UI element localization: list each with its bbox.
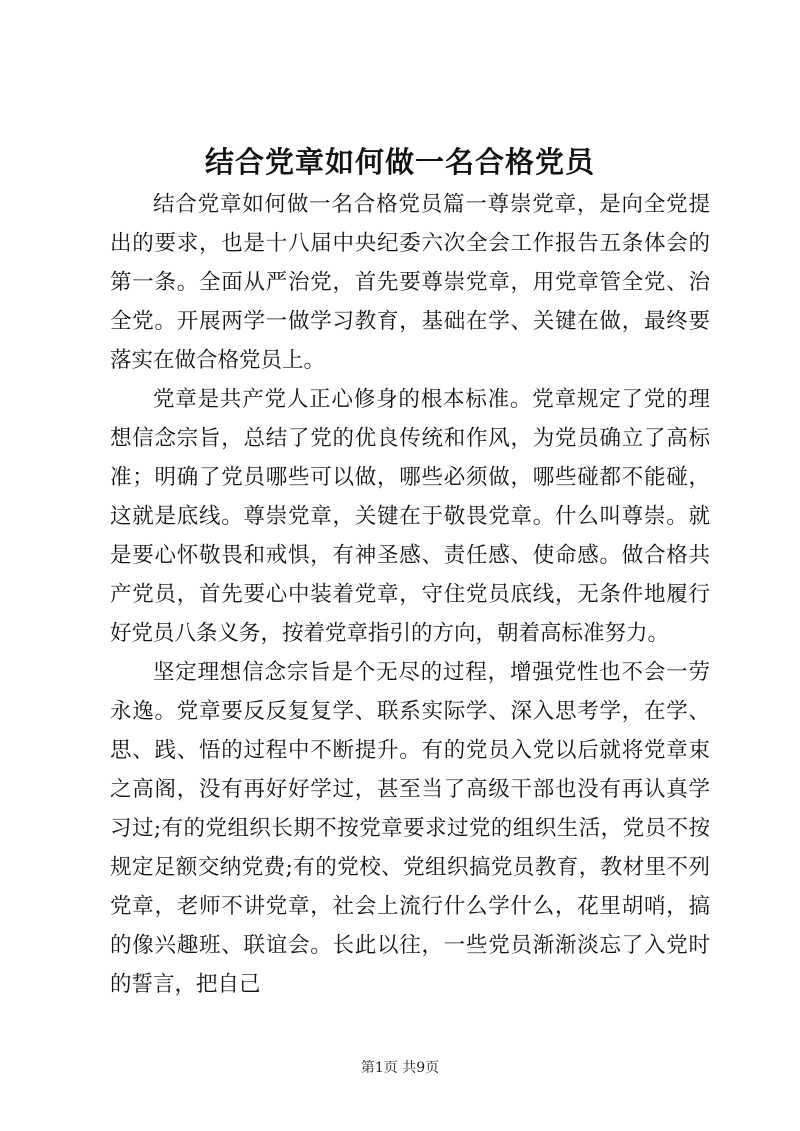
paragraph: 坚定理想信念宗旨是个无尽的过程，增强党性也不会一劳永逸。党章要反反复复学、联系实际学、深入思考学，在学、思、践、悟的过程中不断提升。有的党员入党以后就将党章束之高阁，没有再好好学过，甚至当了高级干部也没有再认真学习过;有的党组织长期不按党章要求过党的组织生活，党员不按规定足额交纳党费;有的党校、党组织搞党员教育，教材里不列党章，老师不讲党章，社会上流行什么学什么，花里胡哨，搞的像兴趣班、联谊会。长此以往，一些党员渐渐淡忘了入党时的誓言，把自己 <box>110 660 710 997</box>
document-title: 结合党章如何做一名合格党员 <box>204 145 595 179</box>
page-footer: 第1页 共9页 <box>360 1060 440 1076</box>
paragraph: 党章是共产党人正心修身的根本标准。党章规定了党的理想信念宗旨，总结了党的优良传统和作风，为党员确立了高标准；明确了党员哪些可以做，哪些必须做，哪些碰都不能碰，这就是底线。尊崇党章，关键在于敬畏党章。什么叫尊崇。就是要心怀敬畏和戒惧，有神圣感、责任感、使命感。做合格共产党员，首先要心中装着党章，守住党员底线，无条件地履行好党员八条义务，按着党章指引的方向，朝着高标准努力。 <box>110 387 710 646</box>
paragraph: 结合党章如何做一名合格党员篇一尊崇党章，是向全党提出的要求，也是十八届中央纪委六次全会工作报告五条体会的第一条。全面从严治党，首先要尊崇党章，用党章管全党、治全党。开展两学一做学习教育，基础在学、关键在做，最终要落实在做合格党员上。 <box>110 192 710 373</box>
document-body <box>110 185 710 1004</box>
